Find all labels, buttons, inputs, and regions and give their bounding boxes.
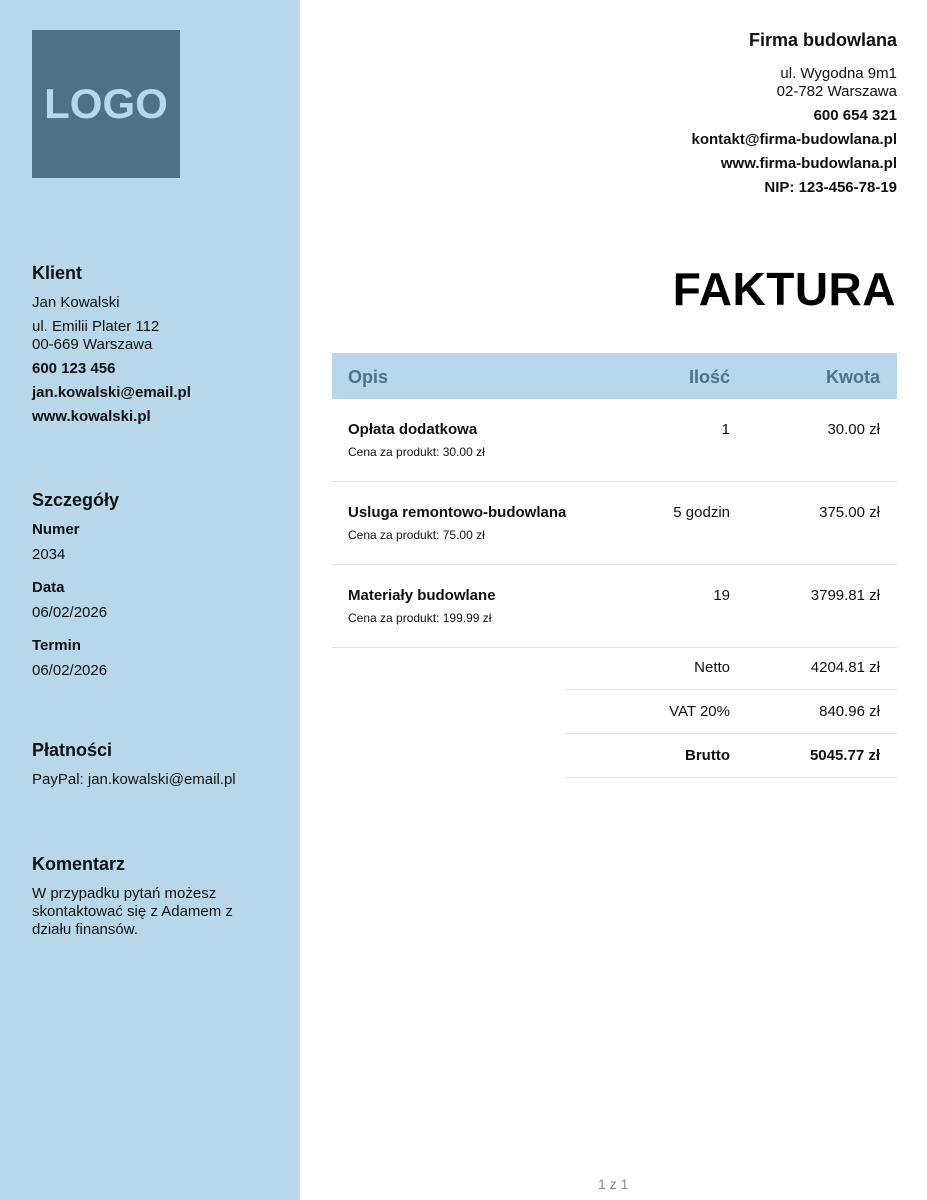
company-logo bbox=[32, 30, 180, 178]
item-quantity: 5 godzin bbox=[673, 504, 730, 521]
details-heading: Szczegóły bbox=[32, 490, 120, 510]
client-section bbox=[32, 263, 282, 432]
payment-method: PayPal: jan.kowalski@email.pl bbox=[32, 771, 236, 788]
payments-heading: Płatności bbox=[32, 740, 113, 760]
client-email: jan.kowalski@email.pl bbox=[32, 384, 191, 401]
item-quantity: 19 bbox=[713, 587, 730, 604]
comment-heading: Komentarz bbox=[32, 854, 126, 874]
company-nip: NIP: 123-456-78-19 bbox=[764, 179, 897, 196]
net-label: Netto bbox=[694, 659, 730, 676]
item-amount: 3799.81 zł bbox=[810, 587, 880, 604]
vat-label: VAT 20% bbox=[669, 703, 730, 720]
column-quantity: Ilość bbox=[688, 367, 730, 387]
invoice-table bbox=[332, 353, 897, 648]
item-unit-price: Cena za produkt: 75.00 zł bbox=[348, 528, 485, 542]
table-row bbox=[332, 565, 897, 648]
client-website: www.kowalski.pl bbox=[32, 408, 151, 425]
comment-section bbox=[32, 854, 282, 939]
invoice-date-label: Data bbox=[32, 579, 65, 596]
invoice-number: 2034 bbox=[32, 546, 66, 563]
client-heading: Klient bbox=[32, 263, 83, 283]
item-description: Materiały budowlane bbox=[348, 587, 496, 604]
company-phone: 600 654 321 bbox=[813, 107, 897, 124]
client-address-line2: 00-669 Warszawa bbox=[32, 336, 153, 353]
totals-section bbox=[565, 646, 897, 778]
column-description: Opis bbox=[348, 367, 389, 387]
invoice-number-label: Numer bbox=[32, 521, 80, 538]
client-name: Jan Kowalski bbox=[32, 294, 120, 311]
invoice-due-date: 06/02/2026 bbox=[32, 662, 108, 679]
company-address-line1: ul. Wygodna 9m1 bbox=[780, 65, 897, 82]
item-unit-price: Cena za produkt: 199.99 zł bbox=[348, 611, 492, 625]
payments-section bbox=[32, 740, 282, 795]
invoice-date: 06/02/2026 bbox=[32, 604, 108, 621]
gross-value: 5045.77 zł bbox=[809, 747, 880, 764]
gross-label: Brutto bbox=[685, 747, 730, 764]
item-amount: 30.00 zł bbox=[827, 421, 880, 438]
company-address-line2: 02-782 Warszawa bbox=[776, 83, 897, 100]
item-description: Usluga remontowo-budowlana bbox=[348, 504, 567, 521]
comment-text: W przypadku pytań możesz skontaktować się z Adamem z działu finansów. bbox=[32, 885, 233, 938]
item-unit-price: Cena za produkt: 30.00 zł bbox=[348, 445, 485, 459]
item-quantity: 1 bbox=[721, 421, 730, 438]
logo-text: LOGO bbox=[44, 80, 168, 127]
company-name: Firma budowlana bbox=[748, 30, 897, 50]
total-gross-row bbox=[565, 734, 897, 778]
total-net-row bbox=[565, 646, 897, 690]
column-amount: Kwota bbox=[826, 367, 880, 387]
company-email: kontakt@firma-budowlana.pl bbox=[691, 131, 897, 148]
client-address-line1: ul. Emilii Plater 112 bbox=[32, 318, 160, 335]
invoice-due-label: Termin bbox=[32, 637, 81, 654]
invoice-title: FAKTURA bbox=[672, 263, 896, 315]
company-info bbox=[497, 30, 897, 197]
table-row bbox=[332, 399, 897, 482]
details-section bbox=[32, 490, 282, 695]
net-value: 4204.81 zł bbox=[810, 659, 880, 676]
client-phone: 600 123 456 bbox=[32, 360, 116, 377]
sidebar bbox=[0, 0, 300, 1200]
table-header bbox=[332, 353, 897, 399]
table-row bbox=[332, 482, 897, 565]
total-vat-row bbox=[565, 690, 897, 734]
item-description: Opłata dodatkowa bbox=[348, 421, 478, 438]
page-number: 1 z 1 bbox=[598, 1176, 629, 1192]
vat-value: 840.96 zł bbox=[819, 703, 880, 720]
company-website: www.firma-budowlana.pl bbox=[720, 155, 897, 172]
item-amount: 375.00 zł bbox=[819, 504, 880, 521]
